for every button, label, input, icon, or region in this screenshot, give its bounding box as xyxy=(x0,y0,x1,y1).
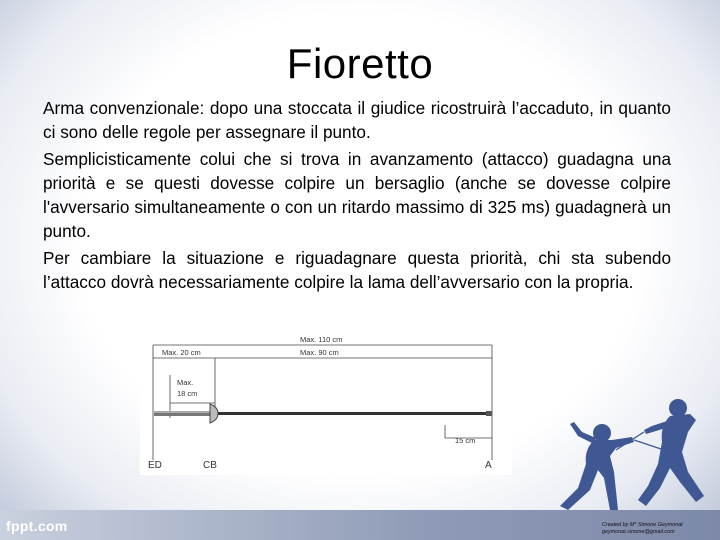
dim-grip-label-1: Max. xyxy=(177,378,194,387)
slide-body xyxy=(43,96,671,294)
author-credit xyxy=(602,522,712,536)
dim-total-label: Max. 110 cm xyxy=(300,335,343,344)
credit-line-1: Created by M° Simone Geymonat xyxy=(602,522,683,528)
credit-line-2: geymonat.simone@gmail.com xyxy=(602,529,675,535)
dim-tip-label: 15 cm xyxy=(455,436,476,445)
fencers-silhouette xyxy=(520,360,720,520)
paragraph-2: Semplicisticamente colui che si trova in avanzamento (attacco) guadagna una priorità e se questi dovesse colpire un bersaglio (anche se dovesse colpire l'avversario simultaneamente o con un ritardo massimo di 325 ms) guadagnerà un punto. xyxy=(43,148,671,242)
foil-drawing xyxy=(154,404,492,423)
dim-blade-label: Max. 90 cm xyxy=(300,348,339,357)
dim-guard-label: Max. 20 cm xyxy=(162,348,201,357)
paragraph-1: Arma convenzionale: dopo una stoccata il giudice ricostruirà l’accaduto, in quanto ci sono delle regole per assegnare il punto. xyxy=(43,98,671,143)
label-cb: CB xyxy=(203,460,217,471)
label-a: A xyxy=(485,460,492,471)
paragraph-3: Per cambiare la situazione e riguadagnare questa priorità, chi sta subendo l’attacco dovrà necessariamente colpire la lama dell’avversario con la propria. xyxy=(43,247,671,293)
fppt-logo: fppt.com xyxy=(6,518,68,534)
label-ed: ED xyxy=(148,460,162,471)
slide-title: Fioretto xyxy=(286,40,434,87)
dim-grip-label-2: 18 cm xyxy=(177,389,198,398)
foil-diagram xyxy=(140,330,512,475)
